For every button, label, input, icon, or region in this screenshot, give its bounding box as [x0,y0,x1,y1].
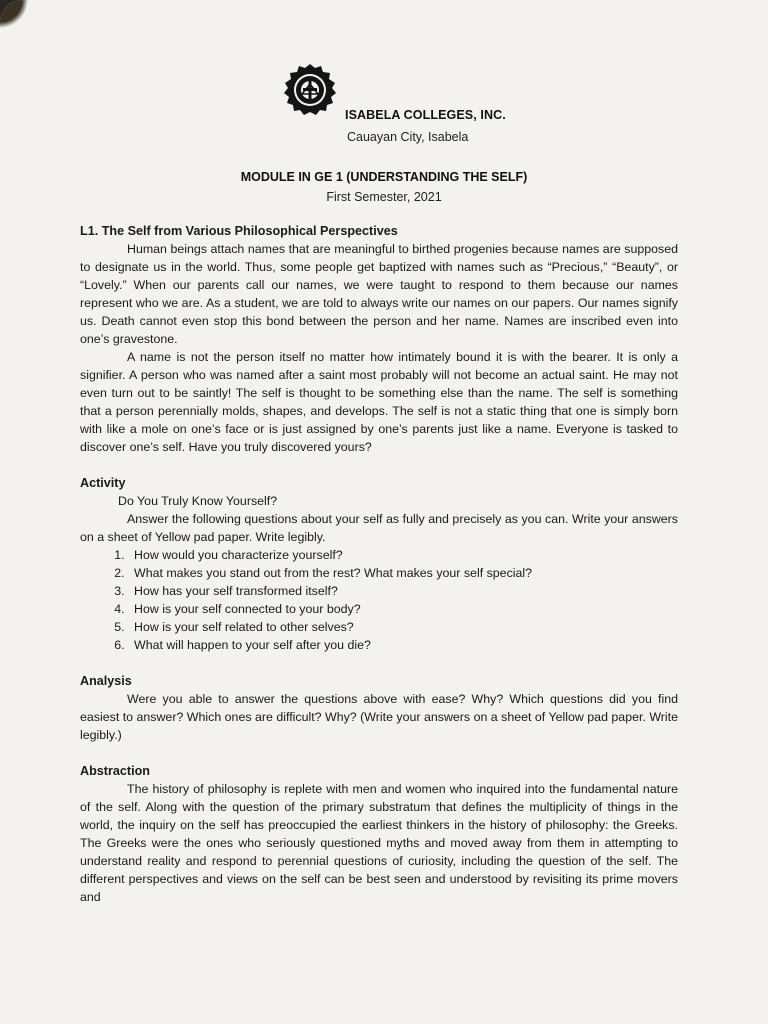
page-corner-shadow [0,0,60,60]
question-item: 6. What will happen to your self after you die? [128,636,678,654]
question-item: 1. How would you characterize yourself? [128,546,678,564]
activity-section [80,474,678,654]
activity-instructions: Answer the following questions about your self as fully and precisely as you can. Write your answers on a sheet of Yellow pad paper. Write legibly. [80,512,678,544]
analysis-section [80,672,678,744]
abstraction-heading: Abstraction [80,764,150,778]
semester-label: First Semester, 2021 [326,190,442,204]
analysis-heading: Analysis [80,674,132,688]
lesson-title: L1. The Self from Various Philosophical Perspectives [80,224,398,238]
question-item: 2. What makes you stand out from the rest? What makes your self special? [128,564,678,582]
lesson-paragraph-1: Human beings attach names that are meaningful to birthed progenies because names are supposed to designate us in the world. Thus, some people get baptized with names such as “Precious,” “Beauty”, or “Lovely.” When our parents call our names, we were taught to respond to them because our names represent who we are. As a student, we are told to always write our names on our papers. Our names signify us. Death cannot even stop this bond between the person and her name. Names are inscribed even into one’s gravestone. [80,242,678,346]
question-item: 3. How has your self transformed itself? [128,582,678,600]
school-location: Cauayan City, Isabela [347,130,469,144]
lesson-paragraph-2: A name is not the person itself no matter how intimately bound it is with the bearer. It is only a signifier. A person who was named after a saint most probably will not become an actual saint. He may not even turn out to be saintly! The self is thought to be something else than the name. The self is something that a person perennially molds, shapes, and develops. The self is not a static thing that one is simply born with like a mole on one’s face or is just assigned by one’s parents just like a name. Everyone is tasked to discover one’s self. Have you truly discovered yours? [80,350,678,454]
module-title: MODULE IN GE 1 (UNDERSTANDING THE SELF) [240,170,528,184]
question-item: 4. How is your self connected to your body? [128,600,678,618]
school-name: ISABELA COLLEGES, INC. [345,108,506,122]
document-body [80,222,678,906]
document-header [0,60,768,220]
activity-title: Do You Truly Know Yourself? [118,494,278,508]
abstraction-section [80,762,678,906]
abstraction-text: The history of philosophy is replete with men and women who inquired into the fundamental nature of the self. Along with the question of the primary substratum that defines the multiplicity of things in the world, the inquiry on the self has preoccupied the earliest thinkers in the history of philosophy: the Greeks. The Greeks were the ones who seriously questioned myths and moved away from them in attempting to understand reality and respond to perennial questions of curiosity, including the question of the self. The different perspectives and views on the self can be best seen and understood by revisiting its prime movers and [80,782,678,904]
activity-heading: Activity [80,476,126,490]
question-list [80,546,678,654]
school-seal-icon [275,62,345,118]
analysis-text: Were you able to answer the questions above with ease? Why? Which questions did you find easiest to answer? Which ones are difficult? Why? (Write your answers on a sheet of Yellow pad paper. Write legibly.) [80,692,678,742]
question-item: 5. How is your self related to other selves? [128,618,678,636]
